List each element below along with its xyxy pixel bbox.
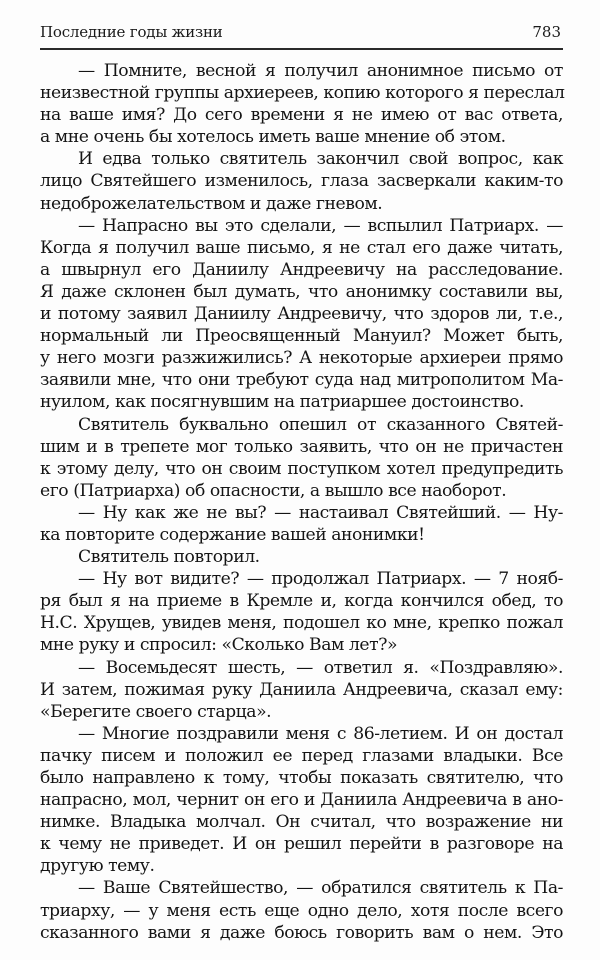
text-line: Н.С. Хрущев, увидев меня, подошел ко мне, крепко пожал — [40, 613, 563, 634]
text-line: — Многие поздравили меня с 86-летием. И он достал — [78, 723, 563, 744]
text-line: недоброжелательством и даже гневом. — [40, 193, 383, 214]
text-line: ря был я на приеме в Кремле и, когда кончился обед, то — [40, 591, 563, 612]
text-line: Когда я получил ваше письмо, я не стал его даже читать, — [40, 237, 563, 258]
text-line: к этому делу, что он своим поступком хотел предупредить — [40, 458, 563, 479]
text-line: мне руку и спросил: «Сколько Вам лет?» — [40, 635, 398, 656]
text-line: на ваше имя? До сего времени я не имею от вас ответа, — [40, 105, 563, 126]
text-line: — Напрасно вы это сделали, — вспылил Патриарх. — — [78, 215, 563, 236]
text-line: ка повторите содержание вашей анонимки! — [40, 524, 425, 545]
text-line: неизвестной группы архиереев, копию которого я переслал — [40, 83, 565, 104]
text-line: а швырнул его Даниилу Андреевичу на расследование. — [40, 259, 563, 280]
text-line: — Помните, весной я получил анонимное письмо от — [78, 61, 563, 81]
page-number: 783 — [532, 23, 561, 41]
text-line: И затем, пожимая руку Даниила Андреевича, сказал ему: — [40, 679, 563, 700]
text-line: сказанного вами я даже боюсь говорить вам о нем. Это — [40, 922, 563, 943]
text-line: пачку писем и положил ее перед глазами владыки. Все — [40, 745, 563, 766]
text-line: было направлено к тому, чтобы показать святителю, что — [40, 768, 563, 788]
text-line: и потому заявил Даниилу Андреевичу, что здоров ли, т.е., — [40, 304, 563, 325]
text-line: Я даже склонен был думать, что анонимку составили вы, — [40, 281, 563, 302]
running-title: Последние годы жизни — [40, 23, 223, 41]
text-line: напрасно, мол, чернит он его и Даниила Андреевича в ано- — [40, 790, 563, 811]
text-line: лицо Святейшего изменилось, глаза засверкали каким-то — [40, 171, 563, 192]
text-line: к чему не приведет. И он решил перейти в разговоре на — [40, 834, 563, 855]
text-line: заявили мне, что они требуют суда над митрополитом Ма- — [40, 370, 563, 391]
text-line: Святитель буквально опешил от сказанного Святей- — [78, 414, 563, 435]
running-head — [40, 23, 563, 43]
text-line: «Берегите своего старца». — [40, 701, 272, 722]
text-line: — Восемьдесят шесть, — ответил я. «Поздравляю». — [78, 657, 563, 678]
text-line: нормальный ли Преосвященный Мануил? Может быть, — [40, 326, 563, 347]
text-line: нуилом, как посягнувшим на патриаршее достоинство. — [40, 392, 524, 413]
text-line: И едва только святитель закончил свой вопрос, как — [78, 149, 563, 170]
text-line: а мне очень бы хотелось иметь ваше мнение об этом. — [40, 127, 506, 148]
body-text — [40, 60, 563, 944]
text-line: у него мозги разжижились? А некоторые архиереи прямо — [40, 348, 563, 369]
header-rule — [40, 48, 563, 50]
text-line: — Ну вот видите? — продолжал Патриарх. — 7 нояб- — [78, 569, 563, 590]
text-line: триарху, — у меня есть еще одно дело, хотя после всего — [40, 900, 563, 921]
text-line: шим и в трепете мог только заявить, что он не причастен — [40, 436, 563, 457]
text-line: нимке. Владыка молчал. Он считал, что возражение ни — [40, 812, 563, 833]
text-line: — Ваше Святейшество, — обратился святитель к Па- — [78, 878, 563, 899]
text-line: — Ну как же не вы? — настаивал Святейший. — Ну- — [78, 502, 563, 523]
text-line: другую тему. — [40, 856, 155, 877]
text-line: Святитель повторил. — [78, 547, 260, 568]
text-line: его (Патриарха) об опасности, а вышло все наоборот. — [40, 480, 507, 501]
